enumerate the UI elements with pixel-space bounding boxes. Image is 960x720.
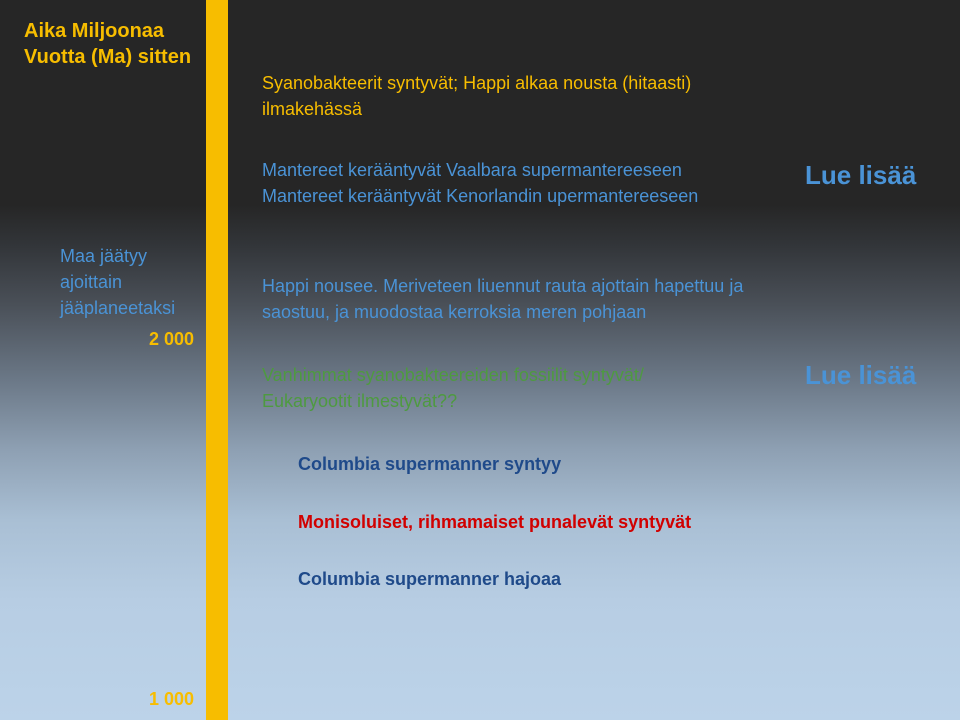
- tick-label-2000: 2 000: [148, 329, 194, 349]
- event-cyanobacteria: [262, 70, 691, 122]
- timeline-bar: [206, 0, 228, 720]
- event-cyanobacteria-line1: Syanobakteerit syntyvät; Happi alkaa nousta (hitaasti): [262, 73, 692, 93]
- axis-title-line1: Aika Miljoonaa: [24, 20, 165, 42]
- event-fossils-line2: Eukaryootit ilmestyvät??: [262, 391, 458, 411]
- event-fossils: [262, 362, 644, 414]
- event-cyanobacteria-line2: ilmakehässä: [262, 99, 363, 119]
- event-columbia-forms: Columbia supermanner syntyy: [298, 454, 562, 474]
- event-continents-line1: Mantereet kerääntyvät Vaalbara supermantereeseen: [262, 160, 682, 180]
- side-note-line1: Maa jäätyy: [60, 246, 148, 266]
- read-more-link-2[interactable]: Lue lisää: [805, 360, 917, 390]
- event-columbia-breaks: Columbia supermanner hajoaa: [298, 569, 562, 589]
- side-note-snowball-earth: [60, 243, 175, 321]
- event-continents: [262, 157, 698, 209]
- event-fossils-line1: Vanhimmat syanobakteereiden fossiilit syntyvät/: [262, 365, 644, 385]
- tick-label-1000: 1 000: [148, 689, 194, 709]
- event-oxygen-line1: Happi nousee. Meriveteen liuennut rauta ajottain hapettuu ja: [262, 276, 744, 296]
- read-more-link-1[interactable]: Lue lisää: [805, 160, 917, 190]
- event-oxygen-rise: [262, 273, 743, 325]
- side-note-line2: ajoittain: [60, 272, 123, 292]
- side-note-line3: jääplaneetaksi: [60, 298, 176, 318]
- event-oxygen-line2: saostuu, ja muodostaa kerroksia meren pohjaan: [262, 302, 647, 322]
- event-multicellular-algae: Monisoluiset, rihmamaiset punalevät syntyvät: [298, 512, 692, 532]
- event-continents-line2: Mantereet kerääntyvät Kenorlandin upermantereeseen: [262, 186, 699, 206]
- axis-title: [24, 18, 191, 70]
- axis-title-line2: Vuotta (Ma) sitten: [24, 46, 192, 68]
